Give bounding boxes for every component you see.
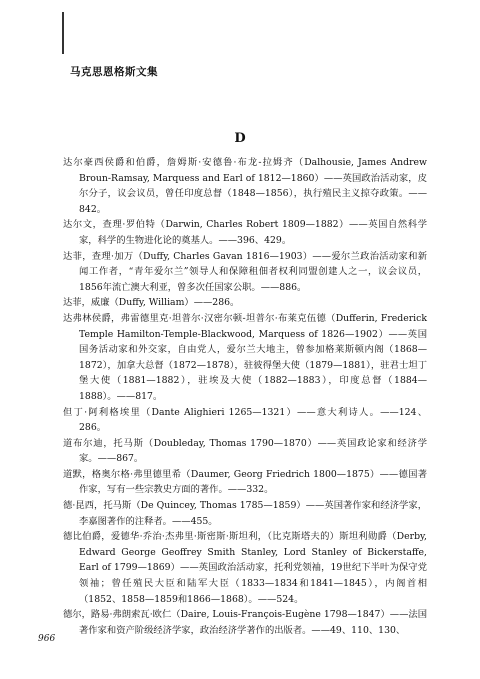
section-letter: D xyxy=(234,131,246,146)
index-entry: 道布尔迪，托马斯（Doubleday, Thomas 1790—1870）——英国政论家和经济学家。——867。 xyxy=(63,437,427,465)
index-entry: 达尔豪西侯爵和伯爵，詹姆斯·安德鲁·布龙-拉姆齐（Dalhousie, James Andrew Broun-Ramsay, Marquess and Earl of 1812—1860）——英国政治活动家，皮尔分子，议会议员，曾任印度总督（1848—1856），执行殖民主义掠夺政策。——842。 xyxy=(63,157,427,215)
index-entry: 德·昆西，托马斯（De Quincey, Thomas 1785—1859）——英国著作家和经济学家，李嘉图著作的注释者。——455。 xyxy=(63,500,427,527)
index-entry: 德比伯爵，爱德华·乔治·杰弗里·斯密斯·斯坦利，（比克斯塔夫的）斯坦利勋爵（Derby, Edward George Geoffrey Smith Stanley, Lord Stanley of Bickerstaffe, Earl of 1799—1869）——英国政治活动家，托利党领袖，19世纪下半叶为保守党领袖；曾任殖民大臣和陆军大臣（1833—1834和1841—1845），内阁首相（1852、1858—1859和1866—1868）。——524。 xyxy=(63,531,427,605)
index-entries xyxy=(63,155,427,638)
index-entry: 达菲，威廉（Duffy, William）——286。 xyxy=(63,297,240,309)
page-number: 966 xyxy=(38,634,56,644)
index-entry: 道默，格奥尔格·弗里德里希（Daumer, Georg Friedrich 1800—1875）——德国著作家，写有一些宗教史方面的著作。——332。 xyxy=(63,468,427,496)
header-rule xyxy=(62,12,64,54)
index-entry: 达尔文，查理·罗伯特（Darwin, Charles Robert 1809—1882）——英国自然科学家，科学的生物进化论的奠基人。——396、429。 xyxy=(63,219,427,246)
index-entry: 达弗林侯爵，弗雷德里克·坦普尔·汉密尔顿-坦普尔·布莱克伍德（Dufferin, Frederick Temple Hamilton-Temple-Blackwood, Marquess of 1826—1902）——英国国务活动家和外交家，自由党人，爱尔兰大地主，曾参加格莱斯顿内阁（1868—1872），加拿大总督（1872—1878），驻彼得堡大使（1879—1881），驻君士坦丁堡大使（1881—1882），驻埃及大使（1882—1883），印度总督（1884—1888）。——817。 xyxy=(63,312,427,402)
running-header: 马克思恩格斯文集 xyxy=(70,66,158,78)
index-entry: 达菲，查理·加万（Duffy, Charles Gavan 1816—1903）——爱尔兰政治活动家和新闻工作者，“青年爱尔兰”领导人和保障租佃者权利同盟创建人之一，议会议员，1856年流亡澳大利亚，曾多次任国家公职。——886。 xyxy=(63,250,427,293)
index-entry: 德尔，路易·弗朗索瓦·欧仁（Daire, Louis-François-Eugène 1798—1847）——法国著作家和资产阶级经济学家，政治经济学著作的出版者。——49、110、130、 xyxy=(63,609,427,636)
index-entry: 但丁·阿利格埃里（Dante Alighieri 1265—1321）——意大利诗人。——124、286。 xyxy=(63,406,427,434)
